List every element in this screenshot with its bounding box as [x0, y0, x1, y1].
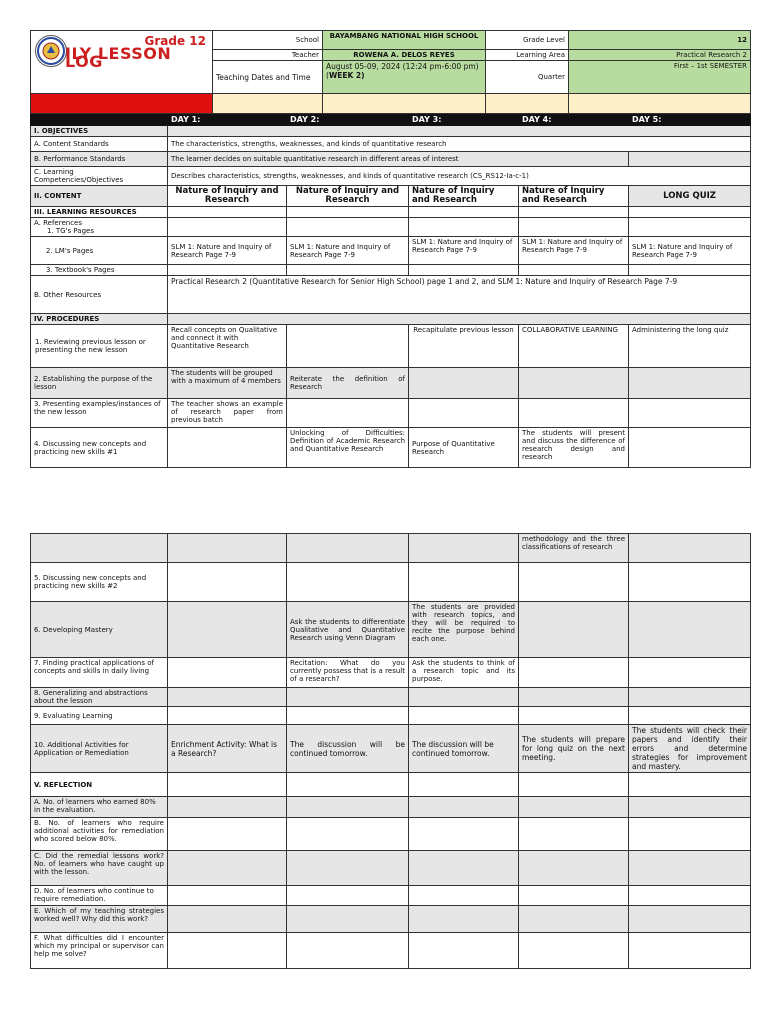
reflection-e-day-4 — [519, 906, 629, 933]
deped-seal-logo — [35, 35, 67, 67]
procedure-4-cont-day-1 — [168, 534, 287, 563]
reflection-e-day-1 — [168, 906, 287, 933]
grade-label: Grade 12 — [144, 34, 206, 48]
procedure-2-label: 2. Establishing the purpose of the lesson — [31, 368, 168, 399]
reflection-d-day-1 — [168, 886, 287, 906]
reflection-b-day-2 — [287, 818, 409, 851]
reflection-a-day-4 — [519, 797, 629, 818]
procedure-1-day-1: Recall concepts on Qualitative and connect it with Quantitative Research — [168, 325, 287, 368]
header-yellow-cell-3 — [486, 94, 569, 114]
procedure-4-day-3: Purpose of Quantitative Research — [409, 428, 519, 468]
reflection-a-day-2 — [287, 797, 409, 818]
procedure-5-day-2 — [287, 563, 409, 602]
procedure-2-day-3 — [409, 368, 519, 399]
day-header-5: DAY 5: — [629, 115, 751, 126]
reflection-fill-2 — [287, 773, 409, 797]
content-heading: II. CONTENT — [31, 186, 168, 207]
reflection-e-day-5 — [629, 906, 751, 933]
teacher-value: ROWENA A. DELOS REYES — [323, 50, 486, 61]
resources-fill-2 — [287, 207, 409, 218]
reflection-f-day-5 — [629, 933, 751, 969]
reflection-a-day-3 — [409, 797, 519, 818]
textbook-fill-5 — [629, 265, 751, 276]
procedure-4-cont-day-2 — [287, 534, 409, 563]
procedure-1-day-3: Recapitulate previous lesson — [409, 325, 519, 368]
day-header-3: DAY 3: — [409, 115, 519, 126]
competencies-label: C. Learning Competencies/Objectives — [31, 167, 168, 186]
reflection-c-label: C. Did the remedial lessons work? No. of learners who have caught up with the lesson. — [31, 851, 168, 886]
procedure-4-day-5 — [629, 428, 751, 468]
reflection-heading: V. REFLECTION — [31, 773, 168, 797]
reflection-f-day-3 — [409, 933, 519, 969]
procedure-4-cont-label — [31, 534, 168, 563]
procedure-1-day-2 — [287, 325, 409, 368]
procedure-5-day-1 — [168, 563, 287, 602]
reflection-e-day-3 — [409, 906, 519, 933]
reflection-b-label: B. No. of learners who require additional activities for remediation who scored below 80%. — [31, 818, 168, 851]
resources-fill-5 — [629, 207, 751, 218]
procedure-10-day-3: The discussion will be continued tomorrow. — [409, 725, 519, 773]
reflection-d-label: D. No. of learners who continue to require remediation. — [31, 886, 168, 906]
performance-standards-fill — [629, 152, 751, 167]
reflection-f-day-4 — [519, 933, 629, 969]
resources-fill-1 — [168, 207, 287, 218]
dates-value — [323, 61, 486, 94]
textbook-fill-1 — [168, 265, 287, 276]
procedure-9-day-3 — [409, 707, 519, 725]
lesson-log-table-page-1 — [30, 30, 751, 114]
reflection-fill-3 — [409, 773, 519, 797]
content-day-3: Nature of Inquiry and Research — [409, 186, 519, 207]
content-day-2: Nature of Inquiry and Research — [287, 186, 409, 207]
procedure-6-day-4 — [519, 602, 629, 658]
procedure-4-cont-day-5 — [629, 534, 751, 563]
reflection-c-day-1 — [168, 851, 287, 886]
procedure-4-day-1 — [168, 428, 287, 468]
procedure-7-day-1 — [168, 658, 287, 688]
tg-fill-5 — [629, 218, 751, 237]
procedure-1-day-4: COLLABORATIVE LEARNING — [519, 325, 629, 368]
reflection-a-day-1 — [168, 797, 287, 818]
reflection-b-day-5 — [629, 818, 751, 851]
procedure-10-day-1: Enrichment Activity: What is a Research? — [168, 725, 287, 773]
content-day-4: Nature of Inquiry and Research — [519, 186, 629, 207]
procedure-8-day-3 — [409, 688, 519, 707]
reflection-c-day-4 — [519, 851, 629, 886]
textbook-fill-3 — [409, 265, 519, 276]
tg-pages-label: 1. TG's Pages — [47, 227, 94, 235]
reflection-d-day-5 — [629, 886, 751, 906]
day-header-1: DAY 1: — [168, 115, 287, 126]
reflection-c-day-3 — [409, 851, 519, 886]
references-label-text: A. References — [34, 219, 83, 227]
reflection-a-label: A. No. of learners who earned 80% in the evaluation. — [31, 797, 168, 818]
grade-level-label: Grade Level — [486, 31, 569, 50]
procedure-9-day-5 — [629, 707, 751, 725]
textbook-fill-2 — [287, 265, 409, 276]
learning-area-value: Practical Research 2 — [569, 50, 751, 61]
reflection-c-day-2 — [287, 851, 409, 886]
procedure-3-label: 3. Presenting examples/instances of the new lesson — [31, 399, 168, 428]
references-label — [31, 218, 168, 237]
procedure-5-day-4 — [519, 563, 629, 602]
other-resources-value: Practical Research 2 (Quantitative Research for Senior High School) page 1 and 2, and SLM 1: Nature and Inquiry of Research Page 7-9 — [168, 276, 751, 314]
procedure-8-day-1 — [168, 688, 287, 707]
reflection-fill-5 — [629, 773, 751, 797]
document-title: ILY LESSON LOG — [65, 44, 172, 71]
procedure-6-day-5 — [629, 602, 751, 658]
procedure-7-label: 7. Finding practical applications of concepts and skills in daily living — [31, 658, 168, 688]
competencies-value: Describes characteristics, strengths, weaknesses, and kinds of quantitative research (CS_RS12-Ia-c-1) — [168, 167, 751, 186]
tg-fill-2 — [287, 218, 409, 237]
lm-pages-day-5: SLM 1: Nature and Inquiry of Research Page 7-9 — [629, 237, 751, 265]
procedure-5-label: 5. Discussing new concepts and practicing new skills #2 — [31, 563, 168, 602]
tg-fill-1 — [168, 218, 287, 237]
grade-level-value: 12 — [569, 31, 751, 50]
procedure-9-day-2 — [287, 707, 409, 725]
procedure-8-day-4 — [519, 688, 629, 707]
learning-area-label: Learning Area — [486, 50, 569, 61]
procedure-5-day-3 — [409, 563, 519, 602]
reflection-e-label: E. Which of my teaching strategies worked well? Why did this work? — [31, 906, 168, 933]
procedure-5-day-5 — [629, 563, 751, 602]
procedure-4-cont-day-4: methodology and the three classifications of research — [519, 534, 629, 563]
procedure-2-day-5 — [629, 368, 751, 399]
procedure-3-day-1: The teacher shows an example of research paper from previous batch — [168, 399, 287, 428]
procedure-7-day-3: Ask the students to think of a research topic and its purpose. — [409, 658, 519, 688]
header-yellow-cell-1 — [213, 94, 323, 114]
procedure-9-day-1 — [168, 707, 287, 725]
lesson-log-table-page-2 — [30, 533, 751, 969]
procedure-8-day-2 — [287, 688, 409, 707]
content-day-1: Nature of Inquiry and Research — [168, 186, 287, 207]
performance-standards-label: B. Performance Standards — [31, 152, 168, 167]
reflection-b-day-3 — [409, 818, 519, 851]
procedure-2-day-2: Reiterate the definition of Research — [287, 368, 409, 399]
header-yellow-cell-4 — [569, 94, 751, 114]
procedure-1-label: 1. Reviewing previous lesson or presenting the new lesson — [31, 325, 168, 368]
dates-text: August 05-09, 2024 (12:24 pm-6:00 pm)( — [326, 62, 479, 80]
procedure-3-day-2 — [287, 399, 409, 428]
lm-pages-day-2: SLM 1: Nature and Inquiry of Research Page 7-9 — [287, 237, 409, 265]
procedure-10-day-4: The students will prepare for long quiz on the next meeting. — [519, 725, 629, 773]
reflection-b-day-4 — [519, 818, 629, 851]
reflection-c-day-5 — [629, 851, 751, 886]
resources-fill-4 — [519, 207, 629, 218]
tg-fill-4 — [519, 218, 629, 237]
lm-pages-day-3: SLM 1: Nature and Inquiry of Research Page 7-9 — [409, 237, 519, 265]
textbook-fill-4 — [519, 265, 629, 276]
reflection-fill-4 — [519, 773, 629, 797]
procedure-9-label: 9. Evaluating Learning — [31, 707, 168, 725]
tg-fill-3 — [409, 218, 519, 237]
header-logo-cell — [31, 31, 213, 94]
reflection-f-label: F. What difficulties did I encounter which my principal or supervisor can help me solve? — [31, 933, 168, 969]
reflection-d-day-3 — [409, 886, 519, 906]
lm-pages-label: 2. LM's Pages — [31, 237, 168, 265]
procedures-heading: IV. PROCEDURES — [31, 314, 168, 325]
procedure-4-day-2: Unlocking of Difficulties: Definition of Academic Research and Quantitative Research — [287, 428, 409, 468]
reflection-f-day-2 — [287, 933, 409, 969]
procedure-2-day-1: The students will be grouped with a maximum of 4 members — [168, 368, 287, 399]
procedure-10-day-2: The discussion will be continued tomorrow. — [287, 725, 409, 773]
resources-fill-3 — [409, 207, 519, 218]
content-day-5: LONG QUIZ — [629, 186, 751, 207]
quarter-label: Quarter — [486, 61, 569, 94]
reflection-a-day-5 — [629, 797, 751, 818]
reflection-f-day-1 — [168, 933, 287, 969]
procedure-6-day-3: The students are provided with research topics, and they will be required to recite the purpose behind each one. — [409, 602, 519, 658]
school-label: School — [213, 31, 323, 50]
day-header-4: DAY 4: — [519, 115, 629, 126]
procedure-4-day-4: The students will present and discuss the difference of research design and research — [519, 428, 629, 468]
content-standards-label: A. Content Standards — [31, 137, 168, 152]
objectives-heading: I. OBJECTIVES — [31, 126, 168, 137]
procedure-10-label: 10. Additional Activities for Application or Remediation — [31, 725, 168, 773]
lm-pages-day-1: SLM 1: Nature and Inquiry of Research Page 7-9 — [168, 237, 287, 265]
lesson-log-body-page-1 — [30, 114, 751, 468]
procedure-7-day-5 — [629, 658, 751, 688]
procedure-1-day-5: Administering the long quiz — [629, 325, 751, 368]
procedure-2-day-4 — [519, 368, 629, 399]
procedure-3-day-5 — [629, 399, 751, 428]
day-header-2: DAY 2: — [287, 115, 409, 126]
dates-label: Teaching Dates and Time — [213, 61, 323, 94]
procedure-3-day-3 — [409, 399, 519, 428]
performance-standards-value: The learner decides on suitable quantitative research in different areas of interest — [168, 152, 629, 167]
other-resources-label: B. Other Resources — [31, 276, 168, 314]
procedure-4-cont-day-3 — [409, 534, 519, 563]
procedure-6-day-1 — [168, 602, 287, 658]
objectives-heading-fill — [168, 126, 751, 137]
school-value: BAYAMBANG NATIONAL HIGH SCHOOL — [323, 31, 486, 50]
procedure-8-day-5 — [629, 688, 751, 707]
reflection-b-day-1 — [168, 818, 287, 851]
procedure-7-day-4 — [519, 658, 629, 688]
reflection-d-day-2 — [287, 886, 409, 906]
reflection-fill-1 — [168, 773, 287, 797]
procedure-6-day-2: Ask the students to differentiate Qualitative and Quantitative Research using Venn Diagram — [287, 602, 409, 658]
header-yellow-cell-2 — [323, 94, 486, 114]
lm-pages-day-4: SLM 1: Nature and Inquiry of Research Page 7-9 — [519, 237, 629, 265]
procedure-7-day-2: Recitation: What do you currently possess that is a result of a research? — [287, 658, 409, 688]
procedure-6-label: 6. Developing Mastery — [31, 602, 168, 658]
procedure-10-day-5: The students will check their papers and identify their errors and determine strategies for improvement and mastery. — [629, 725, 751, 773]
day-header-blank — [31, 115, 168, 126]
dates-week: WEEK 2) — [328, 71, 365, 80]
reflection-e-day-2 — [287, 906, 409, 933]
procedure-8-label: 8. Generalizing and abstractions about the lesson — [31, 688, 168, 707]
header-red-bar — [31, 94, 213, 114]
content-standards-value: The characteristics, strengths, weaknesses, and kinds of quantitative research — [168, 137, 751, 152]
procedure-9-day-4 — [519, 707, 629, 725]
procedure-3-day-4 — [519, 399, 629, 428]
resources-heading: III. LEARNING RESOURCES — [31, 207, 168, 218]
quarter-value: First – 1st SEMESTER — [569, 61, 751, 94]
reflection-d-day-4 — [519, 886, 629, 906]
procedure-4-label: 4. Discussing new concepts and practicing new skills #1 — [31, 428, 168, 468]
textbook-pages-label: 3. Textbook's Pages — [31, 265, 168, 276]
procedures-heading-fill — [168, 314, 751, 325]
teacher-label: Teacher — [213, 50, 323, 61]
